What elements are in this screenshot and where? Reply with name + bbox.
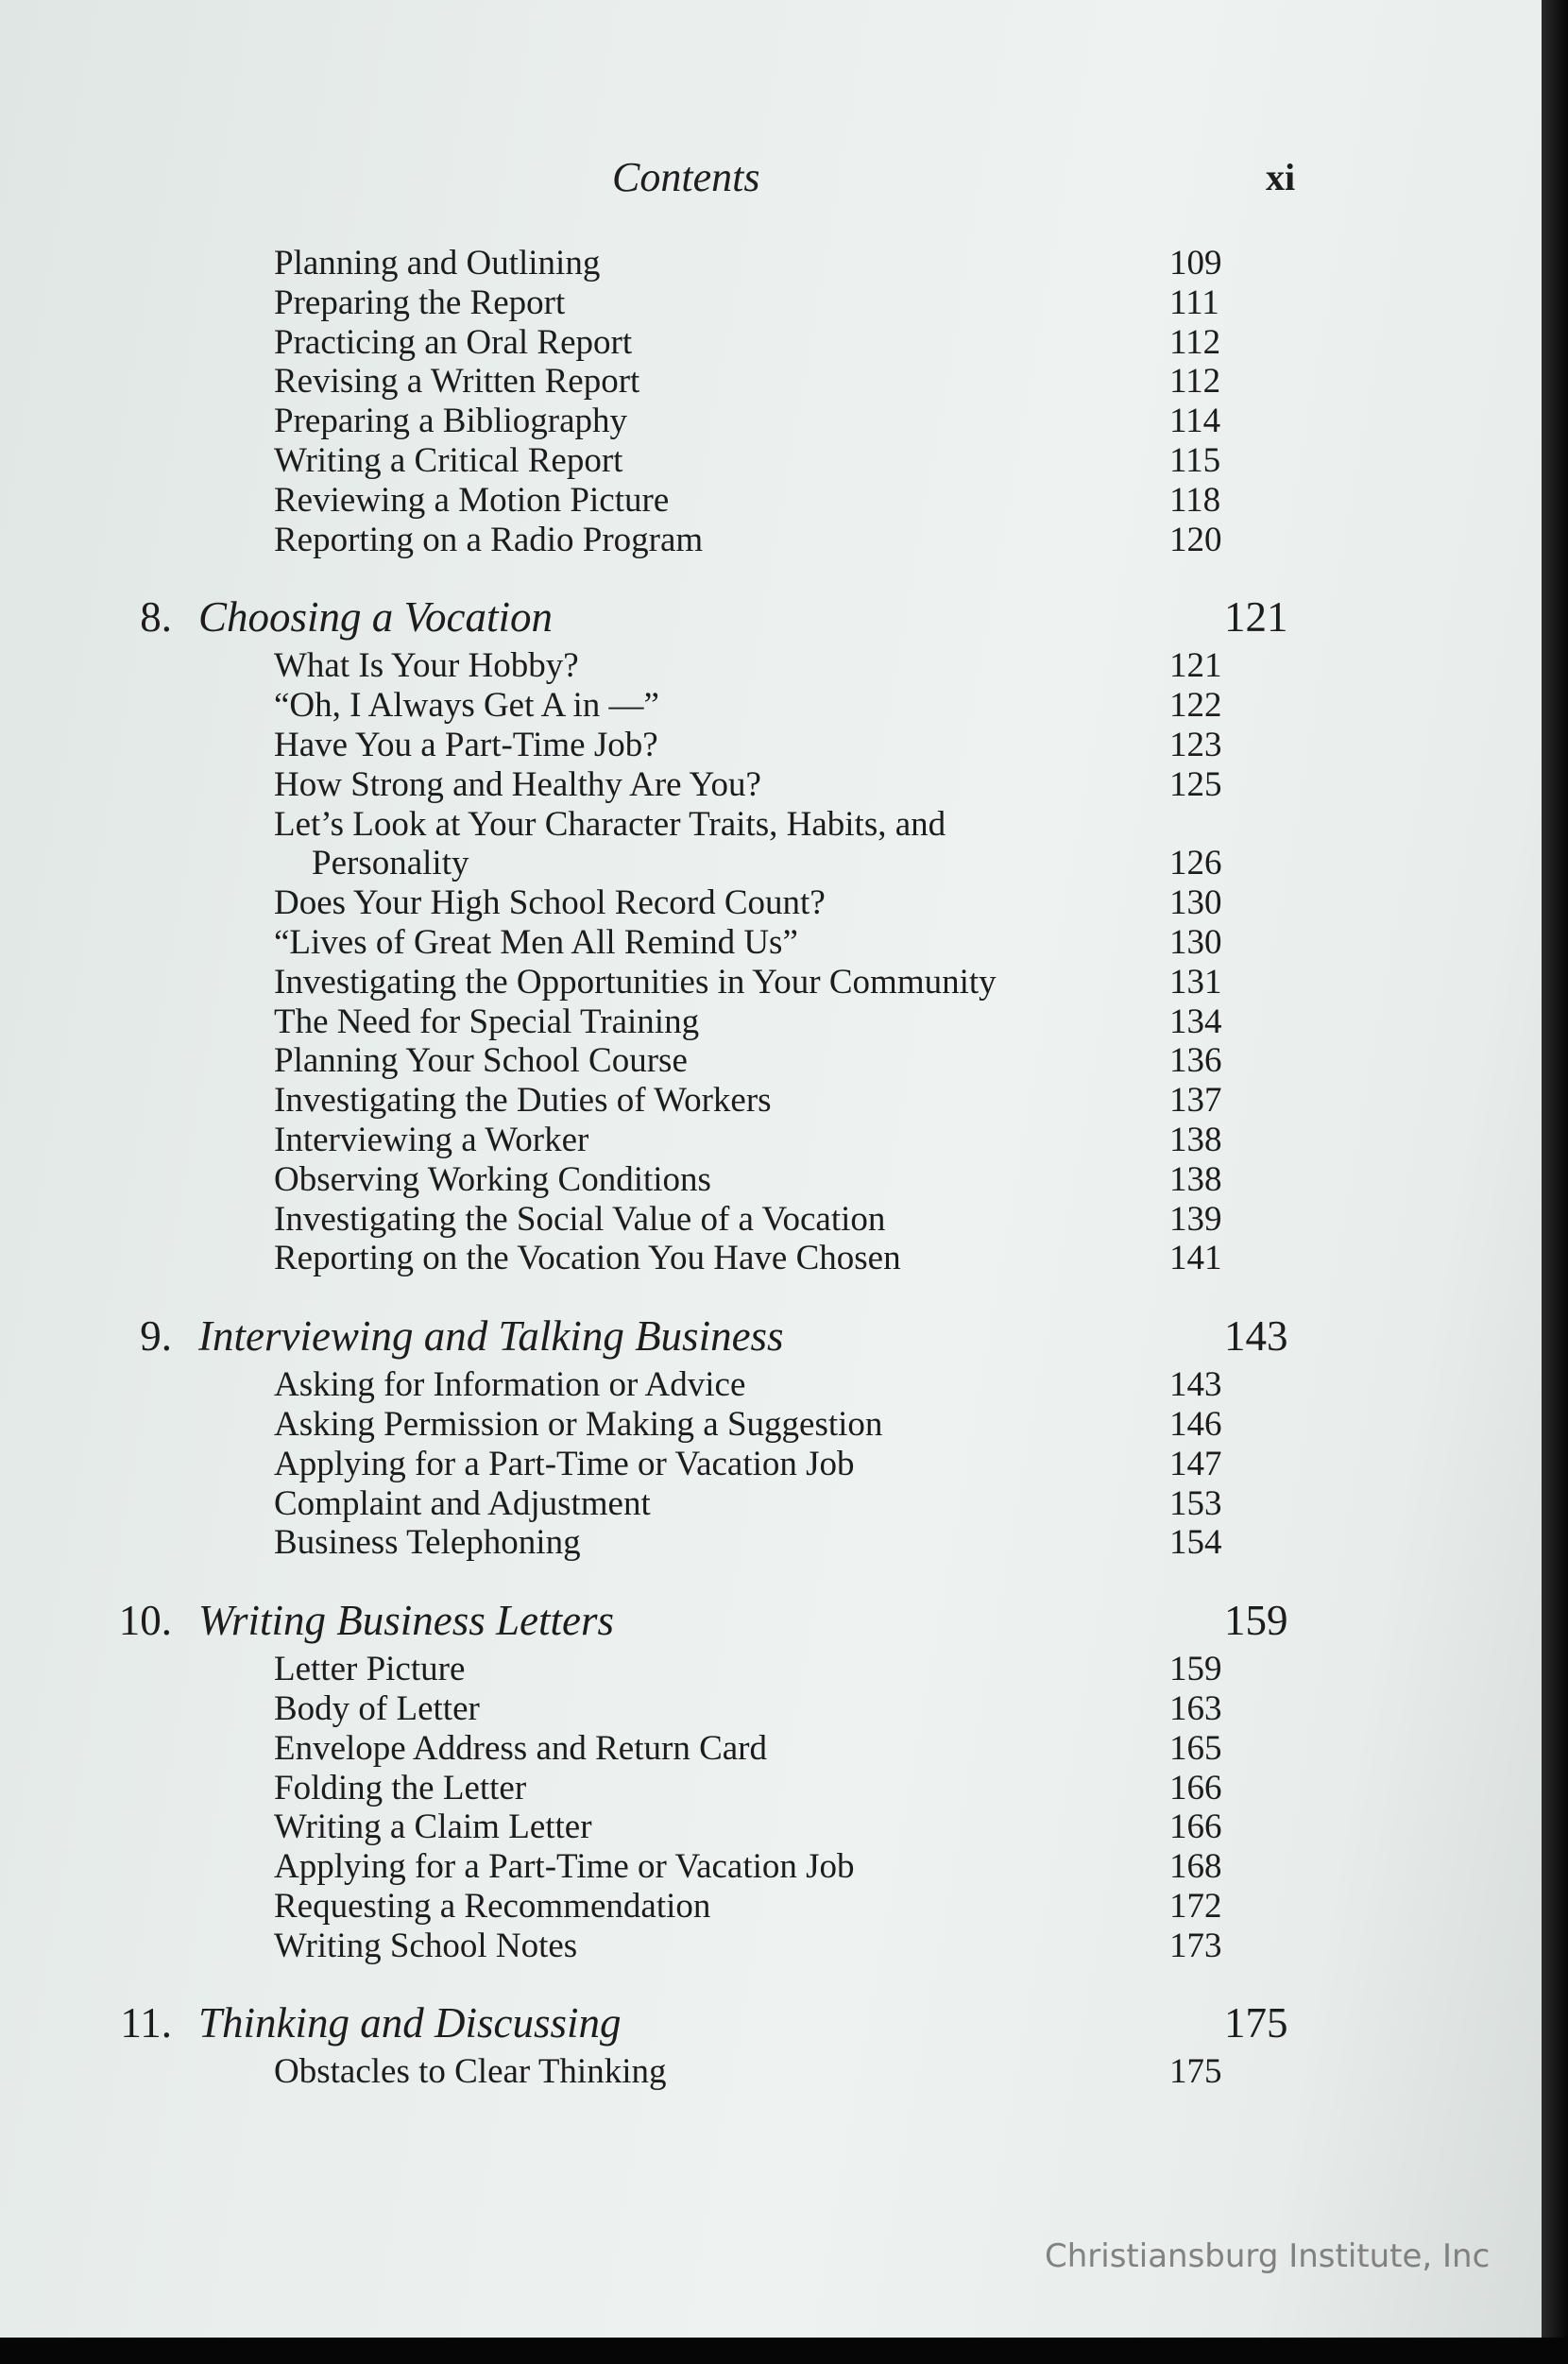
toc-entry (0, 1160, 1542, 1200)
toc-entry-page-number: 147 (1169, 1444, 1222, 1483)
chapter-number: 9. (140, 1312, 172, 1361)
chapter-title: Choosing a Vocation (198, 593, 554, 642)
chapter-heading (0, 1994, 1542, 2052)
toc-entry (0, 963, 1542, 1002)
toc-entry (0, 1650, 1542, 1689)
toc-entry (0, 1769, 1542, 1808)
toc-entry-page-number: 163 (1169, 1688, 1222, 1728)
toc-entry (0, 362, 1542, 402)
toc-entry-title: Preparing the Report (274, 283, 566, 322)
toc-entry (0, 323, 1542, 363)
chapter-number: 11. (120, 1999, 172, 2047)
toc-entry-page-number: 166 (1169, 1768, 1222, 1807)
toc-entry (0, 805, 1542, 845)
toc-entry-title: Writing School Notes (274, 1926, 578, 1965)
toc-entry-page-number: 141 (1169, 1239, 1222, 1278)
toc-entry-page-number: 131 (1169, 962, 1222, 1002)
toc-entry-title: The Need for Special Training (274, 1002, 700, 1041)
toc-entry-title: Have You a Part-Time Job? (274, 725, 658, 764)
chapter-page-number: 159 (1224, 1597, 1288, 1645)
toc-entry (0, 402, 1542, 441)
running-head (0, 153, 1398, 210)
toc-entry-title: Does Your High School Record Count? (274, 883, 826, 923)
page-bottom-shadow (0, 2338, 1568, 2364)
toc-entry-page-number: 137 (1169, 1081, 1222, 1121)
chapter-title: Interviewing and Talking Business (198, 1312, 784, 1361)
toc-entry (0, 244, 1542, 283)
toc-entry-title: Investigating the Duties of Workers (274, 1081, 772, 1121)
toc-entry (0, 521, 1542, 560)
toc-entry-page-number: 172 (1169, 1886, 1222, 1926)
watermark: Christiansburg Institute, Inc (1045, 2237, 1491, 2275)
toc-entry-title: Practicing an Oral Report (274, 322, 633, 362)
toc-entry-page-number: 109 (1169, 244, 1222, 283)
toc-entry-title: Investigating the Opportunities in Your Community (274, 962, 997, 1002)
toc-entry-title: Complaint and Adjustment (274, 1483, 651, 1523)
chapter-title: Thinking and Discussing (198, 1999, 622, 2047)
toc-entry (0, 765, 1542, 805)
toc-entry-title: Preparing a Bibliography (274, 402, 628, 441)
toc-entry-page-number: 138 (1169, 1159, 1222, 1199)
toc-entry-title: Planning and Outlining (274, 244, 601, 283)
toc-entry (0, 1121, 1542, 1160)
toc-entry-page-number: 126 (1169, 844, 1222, 883)
toc-entry-title: Business Telephoning (274, 1523, 581, 1563)
toc-entry-title: What Is Your Hobby? (274, 646, 579, 686)
toc-entry (0, 441, 1542, 481)
toc-entry-title: Envelope Address and Return Card (274, 1728, 767, 1768)
chapter-number: 10. (118, 1597, 172, 1645)
toc-entry-title: Planning Your School Course (274, 1041, 688, 1081)
toc-entry-page-number: 175 (1169, 2052, 1222, 2092)
toc-entry-page-number: 166 (1169, 1807, 1222, 1847)
toc-entry (0, 1729, 1542, 1769)
toc-entry-title: How Strong and Healthy Are You? (274, 764, 761, 804)
toc-entry-page-number: 154 (1169, 1523, 1222, 1563)
toc-entry-title: Investigating the Social Value of a Vocation (274, 1199, 886, 1239)
toc-entry-page-number: 112 (1169, 322, 1221, 362)
toc-entry-page-number: 165 (1169, 1728, 1222, 1768)
chapter-number: 8. (140, 593, 172, 642)
chapter-heading (0, 1591, 1542, 1650)
toc-entry-page-number: 136 (1169, 1041, 1222, 1081)
toc-entry (0, 1927, 1542, 1966)
toc-entry-page-number: 168 (1169, 1847, 1222, 1887)
toc-entry (0, 2052, 1542, 2092)
toc-entry (0, 1081, 1542, 1121)
toc-entry-title: Reporting on the Vocation You Have Chosen (274, 1239, 901, 1278)
toc-entry (0, 1887, 1542, 1927)
toc-entry (0, 1239, 1542, 1278)
toc-entry-title: Writing a Critical Report (274, 440, 623, 480)
toc-entry (0, 283, 1542, 323)
chapter-page-number: 121 (1224, 593, 1288, 642)
toc-entry (0, 1445, 1542, 1484)
chapter-title: Writing Business Letters (198, 1597, 615, 1645)
toc-entry-title: Applying for a Part-Time or Vacation Job (274, 1847, 855, 1887)
toc-entry (0, 686, 1542, 726)
toc-entry (0, 883, 1542, 923)
toc-entry-title: Let’s Look at Your Character Traits, Habits, and (274, 804, 946, 844)
toc-entry-title: Reviewing a Motion Picture (274, 480, 670, 520)
toc-entry (0, 923, 1542, 963)
toc-entry-page-number: 125 (1169, 764, 1222, 804)
toc-entry-page-number: 123 (1169, 725, 1222, 764)
toc-entry-title: “Lives of Great Men All Remind Us” (274, 922, 798, 962)
toc-entry (0, 1847, 1542, 1887)
toc-entry-page-number: 130 (1169, 922, 1222, 962)
toc-entry-page-number: 118 (1169, 480, 1221, 520)
toc-entry-page-number: 173 (1169, 1926, 1222, 1965)
toc-entry-title: Revising a Written Report (274, 362, 640, 402)
toc-entry-page-number: 122 (1169, 686, 1222, 726)
toc-entry (0, 646, 1542, 686)
toc-entry (0, 1523, 1542, 1563)
toc-entry-page-number: 111 (1169, 283, 1219, 322)
toc-entry (0, 1807, 1542, 1847)
toc-entry-page-number: 153 (1169, 1483, 1222, 1523)
toc-entry-title: “Oh, I Always Get A in —” (274, 686, 659, 726)
running-head-title: Contents (612, 154, 760, 200)
toc-entry-page-number: 114 (1169, 402, 1221, 441)
toc-entry-title: Obstacles to Clear Thinking (274, 2052, 667, 2092)
toc-entry-title: Asking Permission or Making a Suggestion (274, 1404, 883, 1444)
toc-entry-title: Applying for a Part-Time or Vacation Job (274, 1444, 855, 1483)
table-of-contents (0, 244, 1542, 2092)
chapter-heading (0, 588, 1542, 646)
toc-entry-title: Personality (312, 844, 469, 883)
toc-entry-title: Interviewing a Worker (274, 1120, 589, 1159)
toc-entry-title: Asking for Information or Advice (274, 1365, 746, 1405)
toc-entry (0, 726, 1542, 765)
toc-entry-page-number: 139 (1169, 1199, 1222, 1239)
chapter-page-number: 175 (1224, 1999, 1288, 2047)
toc-entry-page-number: 134 (1169, 1002, 1222, 1041)
toc-entry-title: Folding the Letter (274, 1768, 527, 1807)
toc-entry-title: Writing a Claim Letter (274, 1807, 592, 1847)
toc-entry (0, 1365, 1542, 1405)
toc-entry-title: Observing Working Conditions (274, 1159, 711, 1199)
page-edge-shadow (1542, 0, 1568, 2364)
toc-entry-page-number: 112 (1169, 362, 1221, 402)
toc-entry (0, 1405, 1542, 1445)
toc-entry-page-number: 159 (1169, 1650, 1222, 1689)
toc-entry (0, 481, 1542, 521)
toc-entry-title: Letter Picture (274, 1650, 466, 1689)
toc-entry-page-number: 121 (1169, 646, 1222, 686)
chapter-page-number: 143 (1224, 1312, 1288, 1361)
toc-entry-title: Requesting a Recommendation (274, 1886, 711, 1926)
toc-entry-page-number: 130 (1169, 883, 1222, 923)
toc-entry-page-number: 146 (1169, 1404, 1222, 1444)
toc-entry (0, 1002, 1542, 1042)
toc-entry-page-number: 138 (1169, 1120, 1222, 1159)
toc-entry (0, 1041, 1542, 1081)
page-folio: xi (1266, 156, 1296, 198)
toc-entry (0, 1689, 1542, 1729)
chapter-heading (0, 1307, 1542, 1365)
toc-entry-page-number: 120 (1169, 520, 1222, 559)
toc-entry (0, 1200, 1542, 1240)
toc-entry-page-number: 115 (1169, 440, 1221, 480)
toc-entry (0, 844, 1542, 883)
toc-entry-title: Body of Letter (274, 1688, 480, 1728)
toc-entry (0, 1484, 1542, 1524)
toc-entry-title: Reporting on a Radio Program (274, 520, 704, 559)
toc-entry-page-number: 143 (1169, 1365, 1222, 1405)
